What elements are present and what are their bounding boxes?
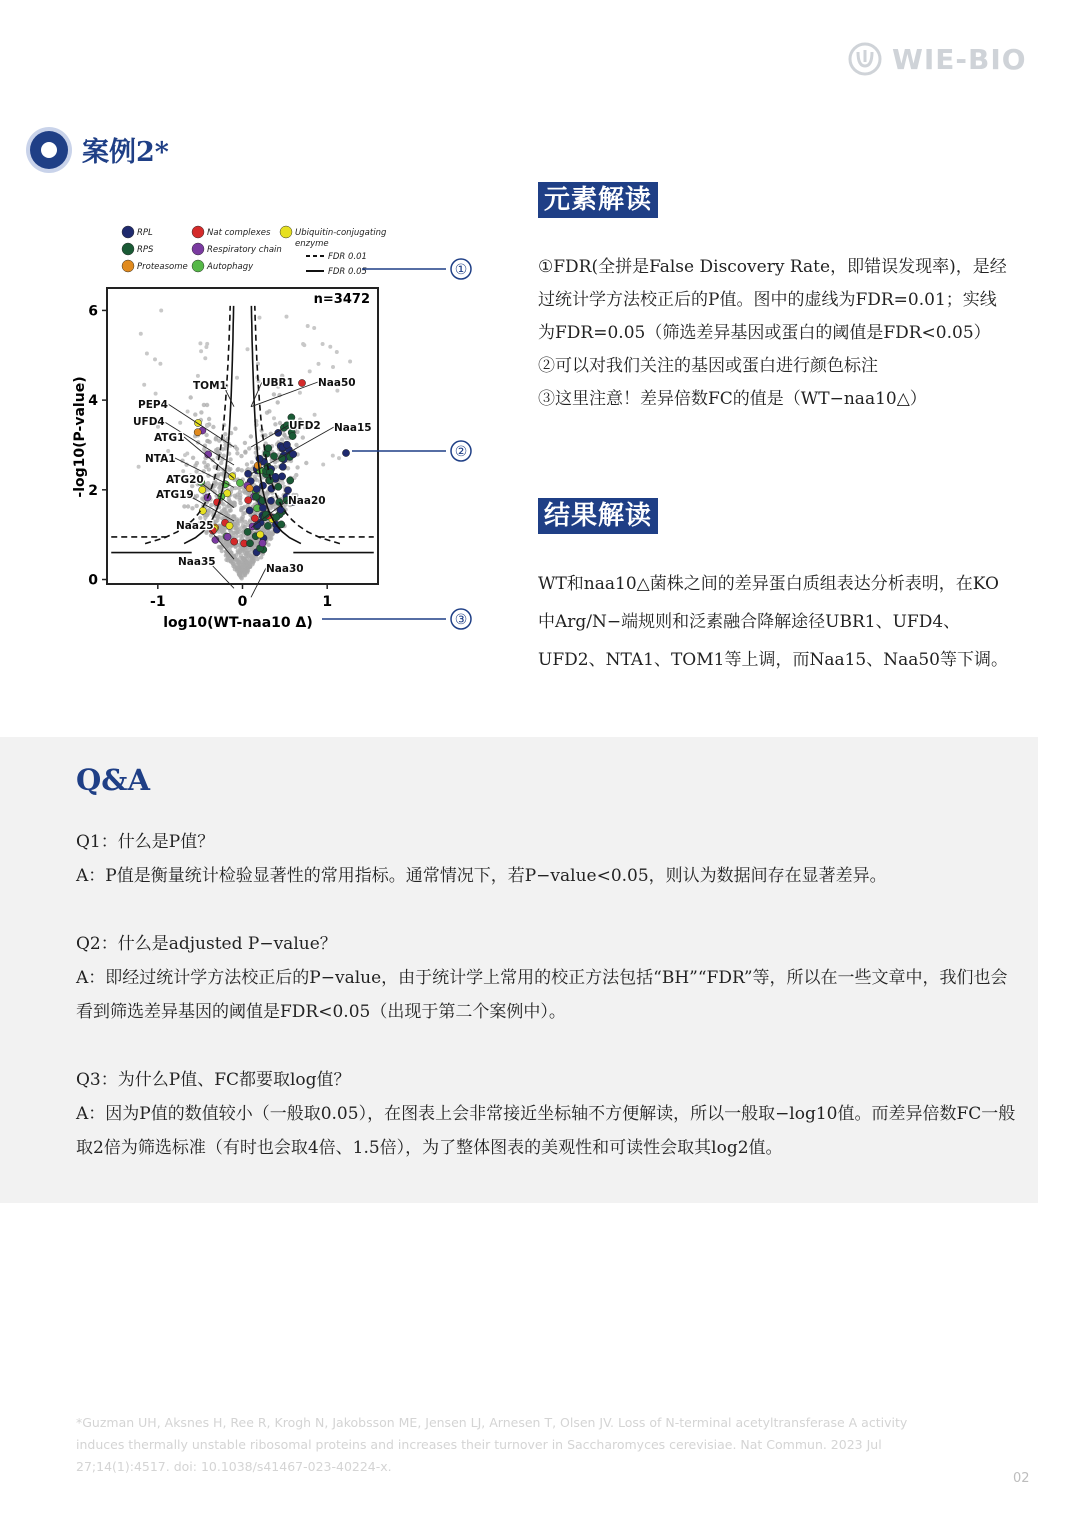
data-point — [142, 383, 146, 387]
data-point — [275, 483, 282, 490]
data-point — [207, 417, 211, 421]
brand-name: WIE-BIO — [892, 42, 1027, 76]
data-point — [198, 341, 202, 345]
data-point — [245, 462, 249, 466]
legend-label: Nat complexes — [207, 228, 271, 238]
volcano-figure — [0, 215, 520, 645]
data-point — [304, 461, 308, 465]
data-point — [233, 427, 237, 431]
data-point — [258, 316, 262, 320]
data-point — [239, 506, 243, 510]
qa-item-3 — [76, 1063, 1016, 1165]
data-point — [228, 457, 232, 461]
data-point — [249, 434, 253, 438]
data-point — [224, 558, 228, 562]
data-point — [178, 421, 182, 425]
data-point — [257, 531, 264, 538]
data-point — [284, 487, 291, 494]
element-section-heading: 元素解读 — [538, 182, 658, 218]
data-point — [301, 435, 305, 439]
data-point — [279, 473, 286, 480]
data-point — [204, 433, 208, 437]
legend-marker — [192, 260, 204, 272]
element-paragraph-2: ②可以对我们关注的基因或蛋白进行颜色标注 — [538, 356, 878, 376]
legend-label: FDR 0.05 — [328, 267, 367, 277]
data-point — [313, 413, 317, 417]
data-point — [337, 456, 341, 460]
data-point — [331, 454, 335, 458]
data-point — [272, 416, 276, 420]
qa-question-1: Q1：什么是P值？ — [76, 832, 215, 852]
data-point — [279, 463, 286, 470]
annotation-number-2: ② — [454, 444, 468, 460]
data-point — [137, 465, 141, 469]
qa-question-3: Q3：为什么P值、FC都要取log值？ — [76, 1070, 351, 1090]
point-label: ATG1 — [154, 432, 185, 444]
data-point — [181, 469, 185, 473]
data-point — [186, 410, 190, 414]
data-point — [199, 349, 203, 353]
data-point — [244, 528, 251, 535]
result-section-heading: 结果解读 — [538, 498, 658, 534]
data-point — [250, 460, 254, 464]
data-point — [245, 570, 249, 574]
legend-marker — [192, 226, 204, 238]
data-point — [241, 515, 245, 519]
data-point — [235, 451, 239, 455]
data-point — [273, 514, 280, 521]
data-point — [145, 352, 149, 356]
qa-item-2 — [76, 927, 1016, 1029]
legend-marker — [122, 226, 134, 238]
data-point — [267, 409, 271, 413]
point-label: NTA1 — [145, 453, 176, 465]
data-point — [267, 535, 271, 539]
data-point — [224, 533, 231, 540]
point-label: UBR1 — [262, 377, 294, 389]
y-tick-label: 4 — [88, 393, 98, 410]
legend-label: Proteasome — [137, 262, 188, 272]
data-point — [196, 374, 200, 378]
data-point — [202, 403, 206, 407]
data-point — [301, 342, 305, 346]
x-axis-label: log10(WT-naa10 Δ) — [163, 615, 313, 631]
legend-marker — [122, 243, 134, 255]
qa-question-2: Q2：什么是adjusted P−value？ — [76, 934, 337, 954]
data-point — [205, 439, 209, 443]
data-point — [252, 493, 259, 500]
data-point — [202, 460, 206, 464]
y-tick-label: 6 — [88, 303, 98, 320]
point-label: TOM1 — [193, 380, 227, 392]
point-label: UFD2 — [289, 420, 321, 432]
data-point — [238, 556, 242, 560]
qa-title: Q&A — [76, 763, 150, 797]
y-tick-label: 2 — [88, 482, 98, 499]
data-point — [266, 543, 270, 547]
point-label: PEP4 — [138, 399, 168, 411]
data-point — [237, 550, 241, 554]
data-point — [205, 342, 209, 346]
data-point — [154, 392, 158, 396]
data-point — [335, 389, 339, 393]
data-point — [308, 369, 312, 373]
legend-label: Respiratory chain — [207, 245, 282, 255]
data-point — [241, 569, 245, 573]
x-tick-label: 1 — [322, 594, 333, 610]
data-point — [283, 441, 290, 448]
data-point — [331, 365, 335, 369]
data-point — [264, 522, 271, 529]
data-point — [280, 437, 284, 441]
brand-logo — [848, 40, 1027, 78]
point-label: Naa25 — [176, 520, 214, 532]
data-point — [190, 506, 194, 510]
data-point — [245, 560, 249, 564]
data-point — [295, 465, 299, 469]
data-point — [193, 412, 197, 416]
data-point — [223, 432, 227, 436]
point-label: Naa15 — [334, 422, 372, 434]
highlight-point — [298, 379, 305, 386]
data-point — [238, 498, 242, 502]
data-point — [216, 472, 220, 476]
wie-bio-logo-icon — [848, 42, 882, 76]
data-point — [278, 421, 282, 425]
data-point — [205, 424, 209, 428]
data-point — [239, 454, 243, 458]
data-point — [294, 443, 298, 447]
data-point — [209, 503, 213, 507]
data-point — [328, 345, 332, 349]
data-point — [321, 463, 325, 467]
data-point — [240, 468, 244, 472]
qa-answer-2: A：即经过统计学方法校正后的P−value，由于统计学上常用的校正方法包括“BH”“FDR”等，所以在一些文章中，我们也会看到筛选差异基因的阈值是FDR<0.05（出现于第二个案例中）。 — [76, 968, 1008, 1022]
page-number: 02 — [1013, 1471, 1030, 1486]
data-point — [216, 515, 220, 519]
data-point — [226, 522, 233, 529]
data-point — [285, 315, 289, 319]
data-point — [203, 356, 207, 360]
point-label: Naa35 — [178, 556, 216, 568]
data-point — [186, 504, 190, 508]
data-point — [246, 507, 253, 514]
legend-marker — [280, 226, 292, 238]
data-point — [246, 485, 253, 492]
element-paragraph-1: ①FDR(全拼是False Discovery Rate，即错误发现率)，是经过统计学方法校正后的P值。图中的虚线为FDR=0.01；实线为FDR=0.05（筛选差异基因或蛋白的阈值是FDR<0.05） — [538, 257, 1007, 343]
data-point — [139, 332, 143, 336]
n-count-label: n=3472 — [313, 292, 370, 307]
data-point — [195, 504, 199, 508]
data-point — [235, 447, 239, 451]
legend-label: RPL — [137, 228, 153, 238]
data-point — [229, 508, 233, 512]
legend-label: Autophagy — [207, 262, 254, 272]
data-point — [199, 410, 203, 414]
data-point — [243, 450, 247, 454]
data-point — [248, 564, 252, 568]
case-title-text: 案例2* — [82, 137, 169, 168]
data-point — [251, 515, 258, 522]
legend-label: enzyme — [295, 239, 329, 249]
data-point — [233, 522, 237, 526]
element-paragraph-3: ③这里注意！差异倍数FC的值是（WT−naa10△） — [538, 389, 927, 409]
legend-label: RPS — [137, 245, 154, 255]
data-point — [246, 347, 250, 351]
data-point — [348, 360, 352, 364]
legend-label: FDR 0.01 — [328, 252, 367, 262]
data-point — [236, 479, 243, 486]
data-point — [245, 550, 249, 554]
data-point — [272, 392, 276, 396]
data-point — [267, 497, 274, 504]
legend-label: Ubiquitin-conjugating — [295, 228, 387, 238]
data-point — [185, 452, 189, 456]
data-point — [222, 507, 226, 511]
data-point — [253, 486, 260, 493]
element-section-body — [538, 251, 1010, 416]
data-point — [204, 465, 208, 469]
legend-marker — [122, 260, 134, 272]
data-point — [259, 540, 266, 547]
data-point — [282, 433, 286, 437]
data-point — [194, 429, 201, 436]
point-label: UFD4 — [133, 416, 165, 428]
data-point — [199, 486, 206, 493]
bullet-circle-icon — [30, 131, 68, 169]
y-axis-label: -log10(P-value) — [72, 376, 88, 498]
legend-marker — [192, 243, 204, 255]
data-point — [259, 555, 263, 559]
annotation-number-3: ③ — [454, 612, 468, 628]
data-point — [263, 433, 267, 437]
data-point — [205, 513, 209, 517]
annotation-number-1: ① — [454, 262, 468, 278]
point-label: Naa20 — [288, 495, 326, 507]
data-point — [214, 448, 218, 452]
data-point — [235, 376, 239, 380]
data-point — [306, 324, 310, 328]
point-label: Naa30 — [266, 563, 304, 575]
data-point — [287, 477, 294, 484]
chart-legend — [122, 226, 387, 277]
data-point — [317, 362, 321, 366]
highlight-point — [342, 449, 349, 456]
data-point — [214, 437, 218, 441]
qa-answer-3: A：因为P值的数值较小（一般取0.05），在图表上会非常接近坐标轴不方便解读，所以一般取−log10值。而差异倍数FC一般取2倍为筛选标准（有时也会取4倍、1.5倍），为了整体图表的美观性和可读性会取其log2值。 — [76, 1104, 1016, 1158]
data-point — [246, 540, 253, 547]
data-point — [219, 461, 223, 465]
result-section-body: WT和naa10△菌株之间的差异蛋白质组表达分析表明，在KO中Arg/N−端规则和泛素融合降解途径UBR1、UFD4、UFD2、NTA1、TOM1等上调，而Naa15、Naa50等下调。 — [538, 574, 1008, 670]
data-point — [335, 350, 339, 354]
data-point — [153, 357, 157, 361]
data-point — [247, 446, 251, 450]
data-point — [245, 470, 252, 477]
citation-footnote: *Guzman UH, Aksnes H, Ree R, Krogh N, Jakobsson ME, Jensen LJ, Arnesen T, Olsen JV. Loss of N-terminal acetyltransferase A activity induces thermally unstable ribosomal proteins and increases their turnover in Saccharomyces cerevisiae. Nat Commun. 2023 Jul 27;14(1):4517. doi: 10.1038/s41467-023-40224-x. — [76, 1415, 908, 1474]
qa-answer-1: A：P值是衡量统计检验显著性的常用指标。通常情况下，若P−value<0.05，则认为数据间存在显著差异。 — [76, 866, 887, 886]
data-point — [159, 309, 163, 313]
data-point — [298, 391, 302, 395]
point-label: ATG19 — [156, 489, 194, 501]
data-point — [321, 342, 325, 346]
data-point — [222, 540, 226, 544]
data-point — [232, 501, 236, 505]
qa-item-1 — [76, 825, 1016, 893]
x-tick-label: 0 — [237, 594, 248, 610]
data-point — [251, 559, 255, 563]
case-title — [30, 130, 169, 169]
data-point — [221, 502, 225, 506]
data-point — [207, 508, 211, 512]
y-tick-label: 0 — [88, 572, 98, 589]
x-tick-label: -1 — [150, 594, 166, 610]
data-point — [312, 326, 316, 330]
data-point — [273, 422, 277, 426]
data-point — [243, 441, 247, 445]
data-point — [191, 456, 195, 460]
point-label: ATG20 — [166, 474, 204, 486]
data-point — [231, 538, 238, 545]
data-point — [270, 453, 277, 460]
data-point — [265, 445, 272, 452]
data-point — [259, 504, 266, 511]
data-point — [289, 433, 296, 440]
point-label: Naa50 — [318, 377, 356, 389]
data-point — [233, 530, 237, 534]
data-point — [189, 395, 193, 399]
data-point — [233, 494, 237, 498]
data-point — [227, 468, 231, 472]
data-point — [276, 400, 280, 404]
data-point — [158, 362, 162, 366]
data-point — [211, 425, 215, 429]
